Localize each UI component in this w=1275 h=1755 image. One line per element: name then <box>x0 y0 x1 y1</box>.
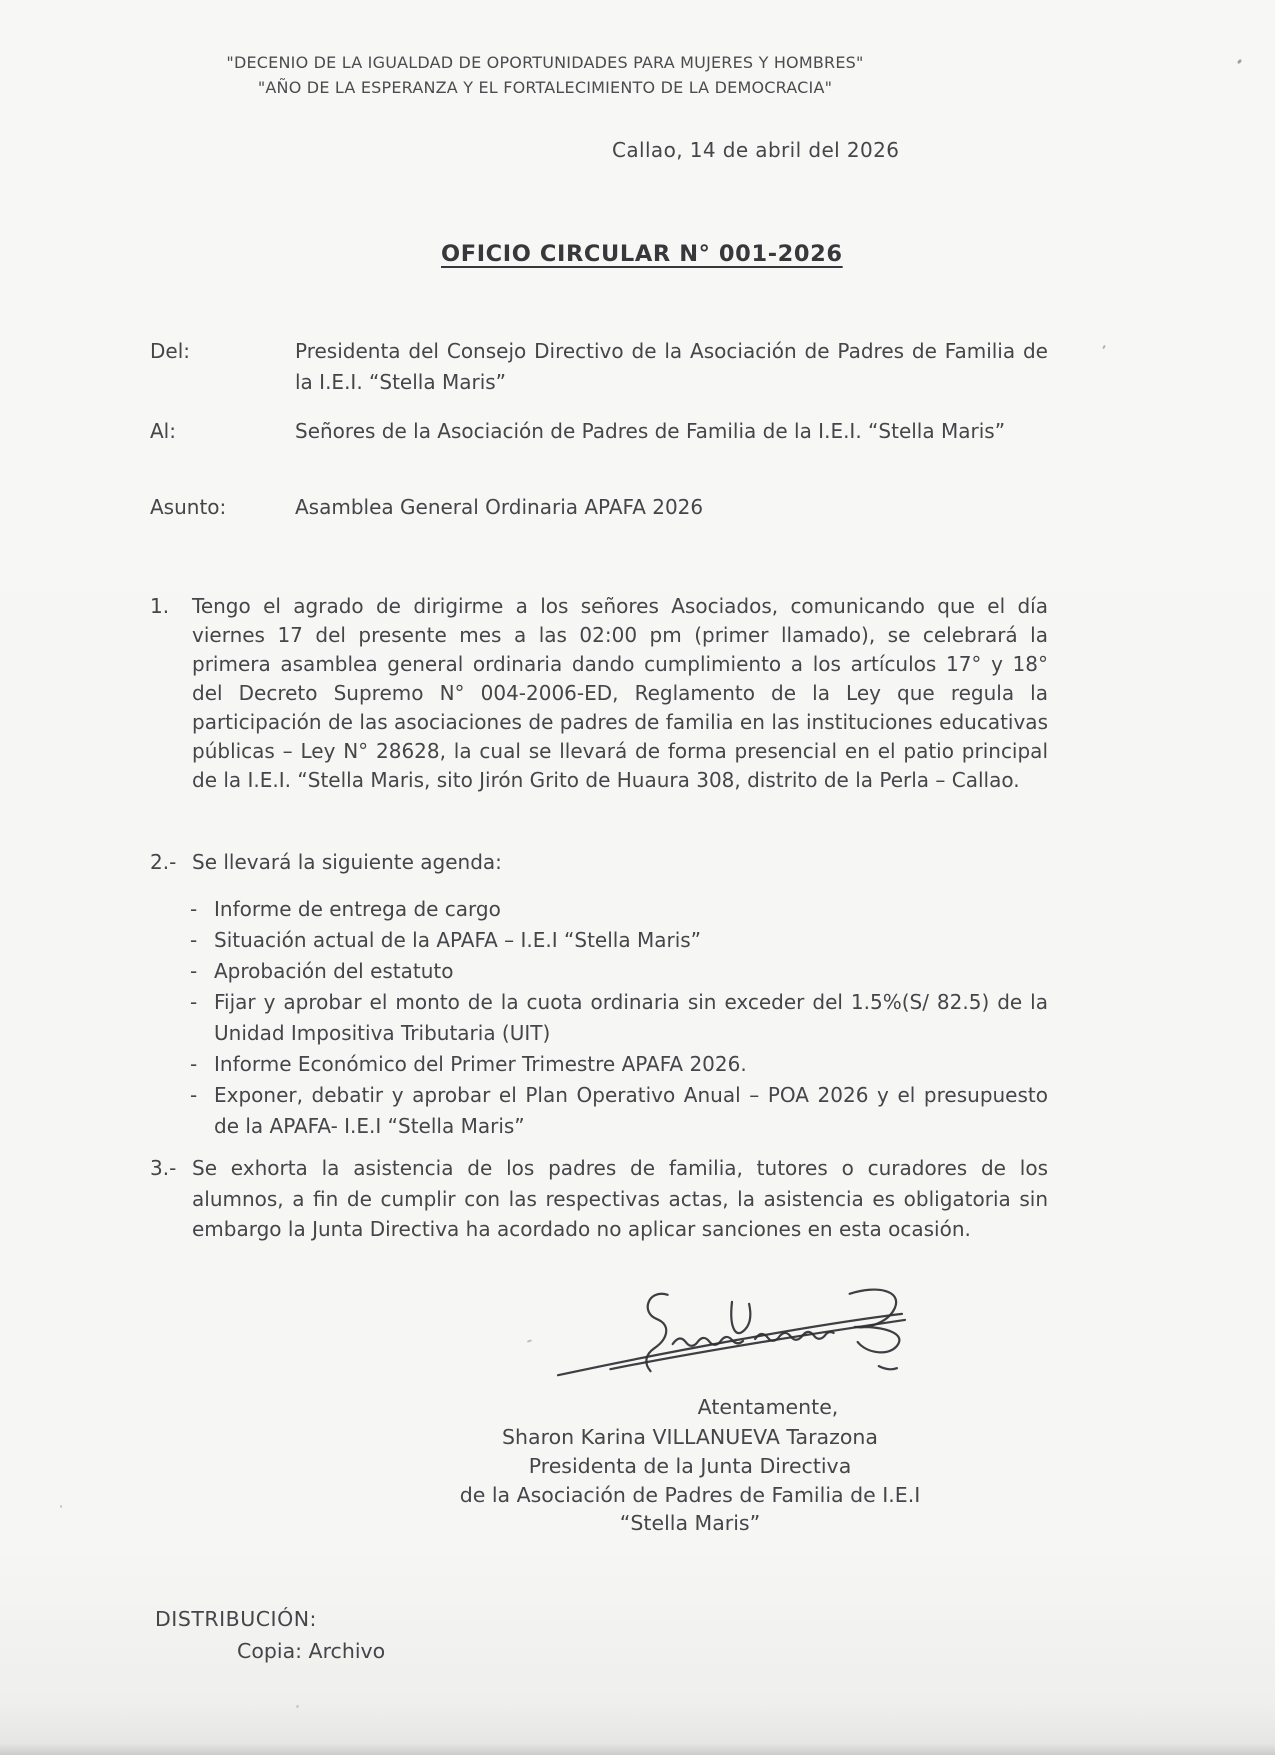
closing-salutation: Atentamente, <box>697 1395 839 1419</box>
agenda-item <box>190 894 1048 925</box>
paragraph-3 <box>150 1153 1048 1245</box>
paragraph-2-text: Se llevará la siguiente agenda: <box>192 850 502 874</box>
al-value: Señores de la Asociación de Padres de Familia de la I.E.I. “Stella Maris” <box>295 419 1006 443</box>
header-quote-line2: "AÑO DE LA ESPERANZA Y EL FORTALECIMIENTO DE LA DEMOCRACIA" <box>257 78 833 97</box>
agenda-dash: - <box>190 959 198 983</box>
distribution-copy: Copia: Archivo <box>237 1639 386 1663</box>
paragraph-1-number: 1. <box>150 594 170 618</box>
agenda-item-text: Exponer, debatir y aprobar el Plan Operativo Anual – POA 2026 y el presupuesto de la APAFA- I.E.I “Stella Maris” <box>214 1083 1048 1138</box>
paragraph-2-number: 2.- <box>150 850 177 874</box>
agenda-item-text: Informe Económico del Primer Trimestre APAFA 2026. <box>214 1052 747 1076</box>
asunto-label: Asunto: <box>150 495 227 519</box>
meta-row-asunto <box>150 492 1048 523</box>
header-quotes <box>0 50 1090 100</box>
scan-speckle <box>60 1505 62 1508</box>
scan-speckle <box>1102 345 1106 349</box>
signer-org-name: “Stella Maris” <box>619 1511 761 1536</box>
agenda-item <box>190 925 1048 956</box>
paragraph-1-text: Tengo el agrado de dirigirme a los señores Asociados, comunicando que el día viernes 17 del presente mes a las 02:00 pm (primer llamado), se celebrará la primera asamblea general ordinaria dando cumplimiento a los artículos 17° y 18° del Decreto Supremo N° 004-2006-ED, Reglamento de la Ley que regula la participación de las asociaciones de padres de familia en las instituciones educativas públicas – Ley N° 28628, la cual se llevará de forma presencial en el patio principal de la I.E.I. “Stella Maris, sito Jirón Grito de Huaura 308, distrito de la Perla – Callao. <box>192 594 1048 792</box>
agenda-dash: - <box>190 1083 198 1107</box>
agenda-item <box>190 1080 1048 1142</box>
meta-row-al <box>150 416 1048 447</box>
del-value: Presidenta del Consejo Directivo de la Asociación de Padres de Familia de la I.E.I. “Stella Maris” <box>295 339 1048 394</box>
dateline: Callao, 14 de abril del 2026 <box>612 138 900 162</box>
agenda-item <box>190 987 1048 1049</box>
signer-name: Sharon Karina VILLANUEVA Tarazona <box>502 1425 878 1449</box>
scan-speckle <box>296 1705 299 1708</box>
agenda-item-text: Informe de entrega de cargo <box>214 897 501 921</box>
signer-org: de la Asociación de Padres de Familia de I.E.I <box>459 1482 921 1507</box>
agenda-item-text: Situación actual de la APAFA – I.E.I “Stella Maris” <box>214 928 702 952</box>
paragraph-1 <box>150 592 1048 795</box>
agenda-dash: - <box>190 897 198 921</box>
signer-role: Presidenta de la Junta Directiva <box>528 1453 852 1478</box>
agenda-item-text: Aprobación del estatuto <box>214 959 454 983</box>
paragraph-3-text: Se exhorta la asistencia de los padres de familia, tutores o curadores de los alumnos, a fin de cumplir con las respectivas actas, la asistencia es obligatoria sin embargo la Junta Directiva ha acordado no aplicar sanciones en esta ocasión. <box>192 1156 1048 1241</box>
agenda-item <box>190 956 1048 987</box>
agenda-list <box>190 894 1048 1142</box>
agenda-item-text: Fijar y aprobar el monto de la cuota ordinaria sin exceder del 1.5%(S/ 82.5) de la Unidad Impositiva Tributaria (UIT) <box>214 990 1048 1045</box>
agenda-dash: - <box>190 1052 198 1076</box>
agenda-dash: - <box>190 990 198 1014</box>
asunto-value: Asamblea General Ordinaria APAFA 2026 <box>295 495 704 519</box>
scan-speckle <box>527 1339 532 1343</box>
distribution-label: DISTRIBUCIÓN: <box>155 1607 317 1631</box>
scan-shadow-bottom <box>0 1743 1275 1755</box>
signature-scrawl <box>550 1280 912 1392</box>
paragraph-2 <box>150 848 1048 877</box>
agenda-item <box>190 1049 1048 1080</box>
agenda-dash: - <box>190 928 198 952</box>
al-label: Al: <box>150 419 176 443</box>
header-quote-line1: "DECENIO DE LA IGUALDAD DE OPORTUNIDADES PARA MUJERES Y HOMBRES" <box>226 53 864 72</box>
meta-row-del <box>150 336 1048 398</box>
closing-block <box>340 1423 1040 1538</box>
scan-speckle <box>1237 59 1243 65</box>
document-title: OFICIO CIRCULAR N° 001-2026 <box>441 241 843 267</box>
del-label: Del: <box>150 339 190 363</box>
paragraph-3-number: 3.- <box>150 1156 177 1180</box>
